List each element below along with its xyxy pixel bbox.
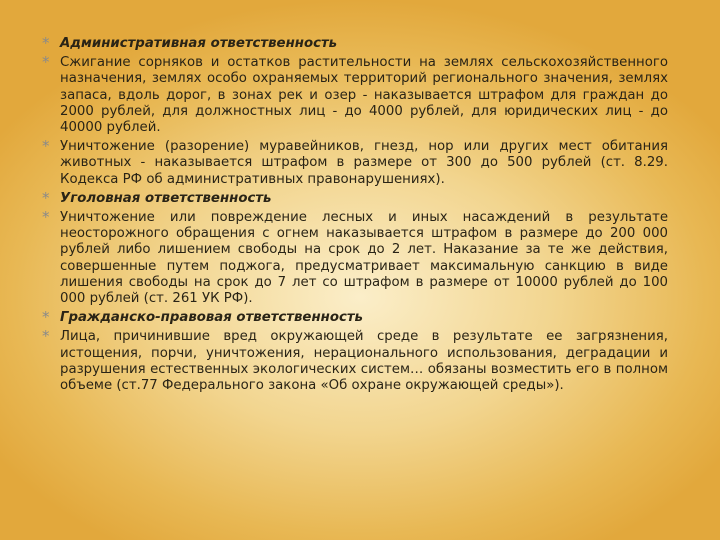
list-item-environment-harm [42, 329, 668, 394]
list-item-heading-criminal [42, 188, 668, 207]
list-item-heading-administrative [42, 36, 668, 52]
list-item-burning [42, 55, 668, 136]
bullet-icon: * [42, 34, 50, 52]
list-item-heading-civil [42, 310, 668, 326]
bullet-icon: * [42, 188, 50, 207]
item-text: Гражданско-правовая ответственность [60, 310, 363, 326]
item-text: Уголовная ответственность [60, 190, 272, 206]
bullet-icon: * [42, 308, 50, 327]
list-item-forest-damage [42, 210, 668, 307]
item-text: Административная ответственность [60, 36, 338, 51]
bullet-list [42, 36, 668, 397]
item-text: Уничтожение или повреждение лесных и иных насаждений в результате неосторожного обращения с огнем наказывается штрафом в размере до 200 000 рублей либо лишением свободы на срок до 2 лет. Наказание за те же действия, совершенные путем поджога, предусматривает максимальную санкцию в виде лишения свободы на срок до 7 лет со штрафом в размере от 10000 рублей до 100 000 рублей (ст. 261 УК РФ). [60, 210, 668, 307]
item-text: Лица, причинившие вред окружающей среде в результате ее загрязнения, истощения, порчи, уничтожения, нерационального использования, деградации и разрушения естественных экологических систем… обязаны возместить его в полном объеме (ст.77 Федерального закона «Об охране окружающей среды»). [60, 329, 668, 394]
bullet-icon: * [42, 137, 50, 156]
list-item-anthills [42, 139, 668, 188]
bullet-icon: * [42, 53, 50, 72]
item-text: Сжигание сорняков и остатков растительности на землях сельскохозяйственного назначения, землях особо охраняемых территорий регионального значения, землях запаса, вдоль дорог, в зонах рек и озер - наказывается штрафом для граждан до 2000 рублей, для должностных лиц - до 4000 рублей, для юридических лиц - до 40000 рублей. [60, 55, 668, 136]
item-text: Уничтожение (разорение) муравейников, гнезд, нор или других мест обитания животных - наказывается штрафом в размере от 300 до 500 рублей (ст. 8.29. Кодекса РФ об административных правонарушениях). [60, 139, 668, 187]
bullet-icon: * [42, 327, 50, 346]
bullet-icon: * [42, 208, 50, 227]
